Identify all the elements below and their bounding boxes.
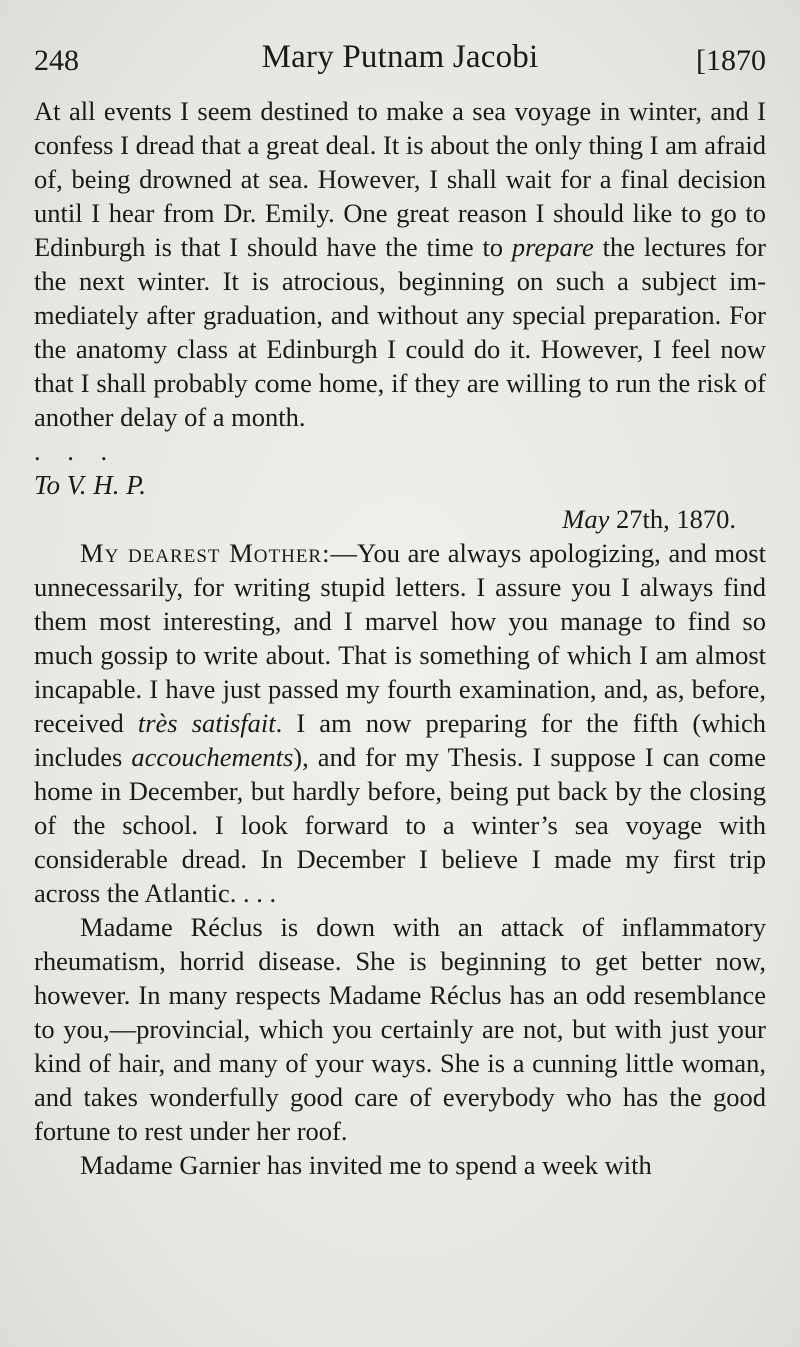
ellipsis: . . . [34, 436, 118, 466]
salutation: My dearest Mother: [80, 538, 331, 568]
letter-paragraph-2: Madame Réclus is down with an attack of inflammatory rheumatism, horrid disease. She is beginning to get better now, however. In many respects Madame Réclus has an odd resemblance to you,—provincial, which you certainly are not, but with just your kind of hair, and many of your ways. She is a cunning little woman, and takes wonderfully good care of everybody who has the good fortune to rest under her roof. [34, 912, 766, 1146]
body-text [34, 94, 766, 1182]
paragraph-opening: At all events I seem destined to make a sea voyage in winter, and I confess I dread that a great deal. It is about the only thing I am afraid of, being drowned at sea. However, I shall wait for a final decision until I hear from Dr. Emily. One great reason I should like to go to Edinburgh is that I should have the time to prepare the lectures for the next winter. It is atrocious, beginning on such a subject immediately after graduation, and without any special preparation. For the anatomy class at Edinburgh I could do it. However, I feel now that I shall probably come home, if they are willing to run the risk of another delay of a month. [34, 96, 766, 432]
letter-recipient: To V. H. P. [34, 470, 147, 500]
emphasis-prepare: prepare [511, 232, 594, 262]
running-year: [1870 [696, 44, 766, 77]
page-number: 248 [34, 44, 79, 77]
letter-paragraph-1: My dearest Mother:—You are always apologizing, and most unnecessarily, for writing stupid letters. I assure you I always find them most interesting, and I marvel how you manage to find so much gossip to write about. That is something of which I am almost incapable. I have just passed my fourth examination, and, as, before, received très satisfait. I am now preparing for the fifth (which includes accouchements), and for my Thesis. I suppose I can come home in December, but hardly before, being put back by the closing of the school. I look forward to a winter’s sea voyage with considerable dread. In December I believe I made my first trip across the Atlantic. . . . [34, 538, 767, 908]
running-title: Mary Putnam Jacobi [261, 39, 539, 75]
letter-paragraph-3: Madame Garnier has invited me to spend a week with [80, 1150, 652, 1180]
running-head [34, 30, 766, 84]
letter-date: May 27th, 1870. [562, 504, 736, 534]
